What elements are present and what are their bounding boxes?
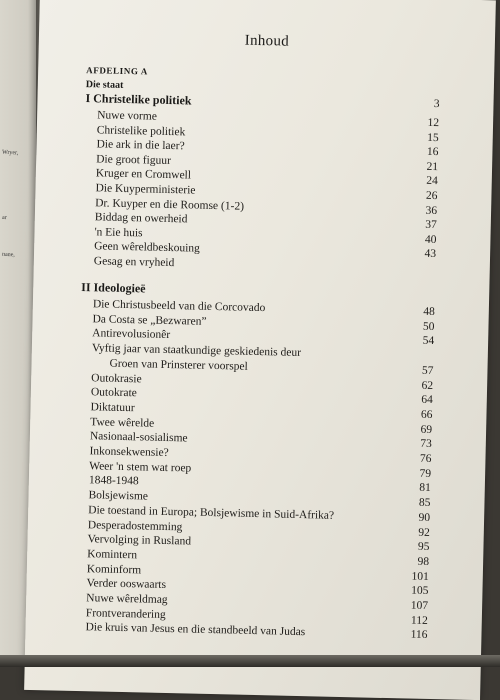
left-page-fragment: Wryer, (2, 150, 19, 157)
contents-page (24, 0, 496, 700)
toc-entry-page: 24 (402, 175, 438, 188)
toc-entry-page: 36 (401, 204, 437, 217)
toc-entry-page: 48 (399, 305, 435, 318)
toc-entry-page: 116 (391, 629, 427, 642)
toc-entry-title: Bolsjewisme (88, 489, 148, 502)
toc-entry-page: 64 (397, 393, 433, 406)
toc-entry-page: 50 (398, 320, 434, 333)
toc-entry-title: Komintern (87, 548, 137, 561)
toc-entry-title: Vyftig jaar van staatkundige geskiedenis deur (92, 342, 301, 359)
toc-entry-page: 37 (401, 218, 437, 231)
toc-entry-page: 105 (392, 584, 428, 597)
toc-entry-title: Die Kuyperministerie (95, 182, 195, 196)
toc-entry-title: Inkonsekwensie? (89, 445, 168, 459)
toc-entry-title: Nuwe vorme (97, 109, 157, 122)
toc-entry-page: 81 (395, 482, 431, 495)
toc-entry-title: Weer 'n stem wat roep (89, 460, 191, 474)
toc-entry-page: 92 (394, 526, 430, 539)
toc-entry-title: Die groot figuur (96, 153, 171, 167)
toc-entry-title: Frontverandering (86, 607, 166, 621)
toc-entry-page (400, 262, 436, 263)
toc-entry-title: Desperadostemming (88, 519, 183, 533)
toc-entry-page: 26 (401, 189, 437, 202)
toc-entry-page: 90 (394, 511, 430, 524)
toc-entry-page: 107 (392, 599, 428, 612)
left-page-fragment: ar (2, 215, 7, 221)
section-subtitle: Die staat (86, 79, 124, 91)
toc-entry-page: 101 (393, 570, 429, 583)
toc-entry-title: Nasionaal-sosialisme (90, 431, 188, 445)
toc-entry-page: 15 (403, 131, 439, 144)
table-edge (0, 655, 500, 667)
left-page-fragment: nane, (2, 252, 15, 259)
toc-entry-page: 40 (400, 233, 436, 246)
toc-entry-page (398, 349, 434, 350)
toc-entry-title: Twee wêrelde (90, 416, 154, 429)
toc-entry-page: 95 (393, 540, 429, 553)
chapter-heading: II Ideologieë (81, 280, 146, 296)
toc-entry-title: Outokrasie (91, 372, 142, 385)
toc-entry-page: 12 (403, 116, 439, 129)
toc-entry-page: 85 (394, 496, 430, 509)
chapter-page-number: 3 (403, 97, 439, 110)
toc-entry-title: Groen van Prinsterer voorspel (109, 357, 248, 372)
toc-entry-page: 112 (392, 614, 428, 627)
toc-entry-page: 79 (395, 467, 431, 480)
toc-entry-title: Diktatuur (90, 401, 134, 414)
toc-entry-title: Christelike politiek (97, 124, 186, 138)
toc-entry-title: Antirevolusionêr (92, 328, 170, 342)
toc-entry-title: Nuwe wêreldmag (86, 592, 168, 606)
toc-entry-title: 'n Eie huis (94, 226, 142, 239)
toc-entry-page: 54 (398, 335, 434, 348)
toc-entry-title: Gesag en vryheid (94, 255, 175, 269)
toc-entry-title: Biddag en owerheid (95, 211, 188, 225)
toc-entry-page: 98 (393, 555, 429, 568)
toc-entry-title: Da Costa se „Bezwaren” (92, 313, 206, 328)
section-label: AFDELING A (86, 65, 148, 76)
toc-entry-title: Kruger en Cromwell (96, 168, 191, 182)
toc-entry-title: Die toestand in Europa; Bolsjewisme in Suid-Afrika? (88, 504, 334, 522)
toc-entry-title: Vervolging in Rusland (87, 533, 191, 547)
toc-entry-title: 1848-1948 (89, 475, 139, 488)
toc-entry-page: 69 (396, 423, 432, 436)
toc-entry-title: Geen wêreldbeskouing (94, 241, 200, 255)
toc-entry-title: Die ark in die laer? (96, 139, 184, 153)
page-title: Inhoud (39, 28, 495, 55)
chapter-heading: I Christelike politiek (85, 91, 191, 108)
toc-entry-title: Outokrate (91, 386, 137, 399)
toc-entry-title: Die kruis van Jesus en die standbeeld van Judas (85, 622, 305, 639)
toc-entry-page: 16 (402, 145, 438, 158)
toc-entry-page: 21 (402, 160, 438, 173)
toc-entry-title: Verder ooswaarts (86, 578, 166, 592)
toc-entry-page: 66 (396, 408, 432, 421)
toc-entry-page: 62 (397, 379, 433, 392)
toc-entry-page: 73 (396, 437, 432, 450)
toc-entry-page: 76 (395, 452, 431, 465)
toc-entry-page: 43 (400, 248, 436, 261)
toc-entry-page: 57 (397, 364, 433, 377)
toc-entry-title: Die Christusbeeld van die Corcovado (93, 298, 266, 314)
toc-entry-title: Kominform (87, 563, 142, 576)
toc-entry-title: Dr. Kuyper en die Roomse (1-2) (95, 197, 244, 212)
